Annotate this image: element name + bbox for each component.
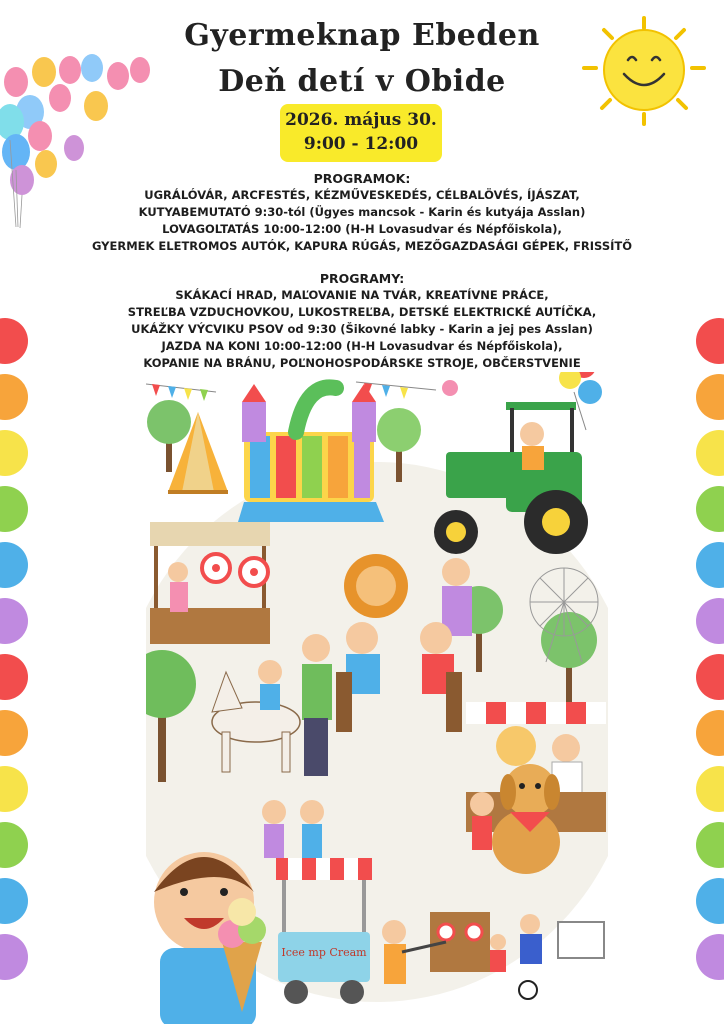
decorative-dot	[696, 318, 724, 364]
event-time: 9:00 - 12:00	[303, 134, 419, 154]
title-hungarian: Gyermeknap Ebeden	[184, 18, 540, 53]
decorative-dot	[696, 374, 724, 420]
festival-illustration	[146, 372, 608, 1024]
decorative-dot	[696, 430, 724, 476]
decorative-dot	[696, 878, 724, 924]
bouncy-castle-icon	[238, 384, 384, 522]
decorative-dot	[696, 486, 724, 532]
right-dot-border	[696, 318, 724, 990]
decorative-dot	[696, 934, 724, 980]
program-line-hu: UGRÁLÓVÁR, ARCFESTÉS, KÉZMŰVESKEDÉS, CÉLBALÖVÉS, ÍJÁSZAT,	[144, 188, 580, 202]
decorative-dot	[0, 430, 28, 476]
decorative-dot	[696, 710, 724, 756]
program-slovak	[80, 270, 644, 372]
program-hungarian	[80, 170, 644, 255]
decorative-dot	[0, 934, 28, 980]
program-line-hu: GYERMEK ELETROMOS AUTÓK, KAPURA RÚGÁS, MEZŐGAZDASÁGI GÉPEK, FRISSÍTŐ	[91, 239, 633, 253]
program-heading-hu: PROGRAMOK:	[313, 171, 411, 186]
ice-cream-sign: Icee mp Cream	[281, 946, 367, 959]
decorative-dot	[0, 598, 28, 644]
decorative-dot	[696, 598, 724, 644]
program-heading-sk: PROGRAMY:	[319, 271, 405, 286]
program-line-hu: KUTYABEMUTATÓ 9:30-tól (Ügyes mancsok - Karin és kutyája Asslan)	[138, 205, 586, 219]
decorative-dot	[0, 374, 28, 420]
program-line-sk: STREĽBA VZDUCHOVKOU, LUKOSTREĽBA, DETSKÉ ELEKTRICKÉ AUTÍČKA,	[127, 305, 597, 319]
decorative-dot	[0, 766, 28, 812]
decorative-dot	[0, 822, 28, 868]
decorative-dot	[0, 654, 28, 700]
sun-icon	[578, 16, 710, 128]
event-date: 2026. május 30.	[285, 110, 437, 130]
decorative-dot	[0, 710, 28, 756]
decorative-dot	[696, 542, 724, 588]
decorative-dot	[696, 822, 724, 868]
program-line-sk: SKÁKACÍ HRAD, MAĽOVANIE NA TVÁR, KREATÍVNE PRÁCE,	[175, 288, 549, 302]
program-line-sk: JAZDA NA KONI 10:00-12:00 (H-H Lovasudvar és Népfőiskola),	[161, 339, 563, 353]
decorative-dot	[696, 654, 724, 700]
decorative-dot	[0, 878, 28, 924]
decorative-dot	[0, 318, 28, 364]
decorative-dot	[0, 542, 28, 588]
decorative-dot	[0, 486, 28, 532]
left-dot-border	[0, 318, 28, 990]
title-slovak: Deň detí v Obide	[218, 64, 506, 99]
date-box	[280, 104, 442, 162]
program-line-sk: KOPANIE NA BRÁNU, POĽNOHOSPODÁRSKE STROJE, OBČERSTVENIE	[143, 356, 581, 370]
decorative-dot	[696, 766, 724, 812]
program-line-hu: LOVAGOLTATÁS 10:00-12:00 (H-H Lovasudvar és Népfőiskola),	[162, 222, 562, 236]
program-line-sk: UKÁŽKY VÝCVIKU PSOV od 9:30 (Šikovné labky - Karin a jej pes Asslan)	[131, 322, 593, 336]
